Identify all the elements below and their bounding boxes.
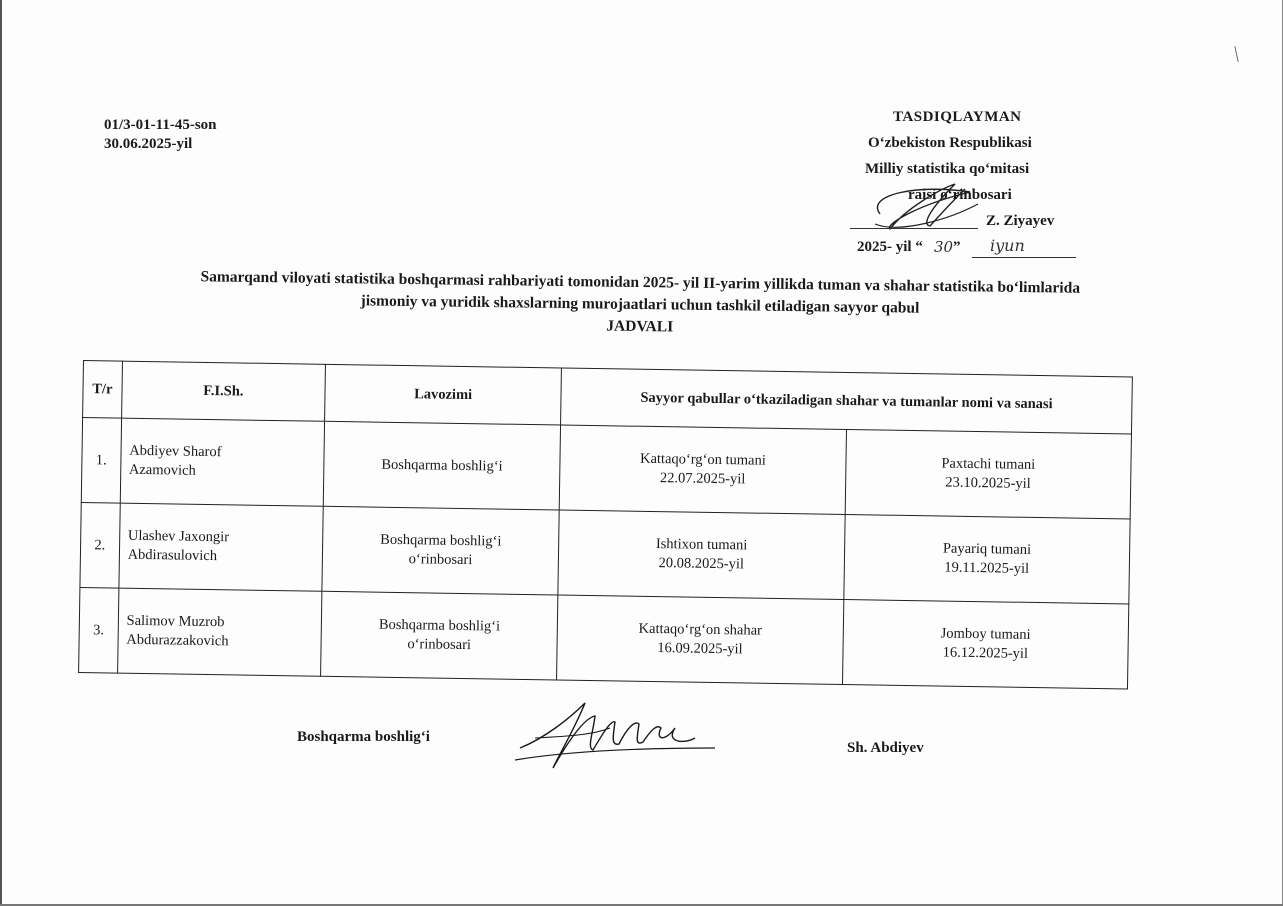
place-date: 16.09.2025-yil bbox=[657, 640, 743, 658]
approval-line: Milliy statistika qo‘mitasi bbox=[865, 161, 1030, 177]
position-line: Boshqarma boshlig‘i bbox=[378, 616, 501, 635]
scan-edge bbox=[0, 0, 2, 906]
place-date: 22.07.2025-yil bbox=[659, 470, 746, 488]
header-places: Sayyor qabullar o‘tkaziladigan shahar va tumanlar nomi va sanasi bbox=[561, 368, 1133, 434]
row-place2 bbox=[844, 514, 1131, 603]
table-row bbox=[79, 587, 1129, 688]
place-date: 20.08.2025-yil bbox=[658, 555, 745, 573]
approval-date bbox=[857, 234, 923, 260]
header-name: F.I.Sh. bbox=[121, 361, 325, 421]
header-position: Lavozimi bbox=[325, 364, 562, 425]
approval-line: O‘zbekiston Respublikasi bbox=[868, 135, 1032, 151]
place-name: Ishtixon tumani bbox=[655, 536, 748, 554]
place-name: Kattaqo‘rg‘on tumani bbox=[639, 450, 766, 469]
document-number-block bbox=[104, 116, 217, 154]
approval-day: 30 bbox=[934, 238, 954, 256]
row-name bbox=[119, 503, 324, 591]
document-date: 30.06.2025-yil bbox=[104, 136, 193, 152]
position-line: Boshqarma boshlig‘i bbox=[380, 531, 502, 550]
place-date: 16.12.2025-yil bbox=[942, 644, 1029, 662]
position-line: Boshqarma boshlig‘i bbox=[381, 456, 503, 475]
row-num: 2. bbox=[80, 502, 120, 588]
name-line: Salimov Muzrob bbox=[126, 612, 225, 631]
row-place1 bbox=[558, 510, 845, 599]
signature-line bbox=[850, 228, 978, 229]
name-line: Abdurazzakovich bbox=[126, 631, 229, 650]
name-line: Ulashev Jaxongir bbox=[127, 527, 230, 546]
name-line: Abdiyev Sharof bbox=[129, 442, 222, 461]
approval-date-prefix: 2025- yil “ bbox=[857, 239, 923, 255]
row-position bbox=[322, 506, 559, 595]
place-date: 19.11.2025-yil bbox=[944, 559, 1030, 577]
row-name bbox=[117, 588, 322, 676]
footer-name: Sh. Abdiyev bbox=[847, 740, 924, 756]
footer-position: Boshqarma boshlig‘i bbox=[297, 729, 430, 745]
heading-title: JADVALI bbox=[606, 317, 674, 336]
heading-line: Samarqand viloyati statistika boshqarmasi rahbariyati tomonidan 2025- yil II-yarim yillikda tuman va shahar statistika bo‘limlarida bbox=[200, 268, 1081, 297]
heading-line: jismoniy va yuridik shaxslarning murojaatlari uchun tashkil etiladigan sayyor qabul bbox=[360, 292, 920, 317]
header-num: T/r bbox=[83, 361, 123, 419]
place-name: Paxtachi tumani bbox=[941, 455, 1036, 473]
approval-line: raisi o‘rinbosari bbox=[908, 187, 1012, 203]
place-date: 23.10.2025-yil bbox=[945, 474, 1031, 492]
approval-date-quote: ” bbox=[953, 239, 961, 255]
date-line bbox=[972, 257, 1076, 258]
row-place1 bbox=[559, 425, 846, 514]
document-number: 01/3-01-11-45-son bbox=[104, 117, 217, 133]
position-line: o‘rinbosari bbox=[407, 636, 472, 654]
footer-signature bbox=[515, 698, 725, 778]
place-name: Jomboy tumani bbox=[940, 625, 1031, 643]
schedule-table-wrap bbox=[78, 360, 1133, 706]
row-place2 bbox=[842, 599, 1129, 688]
document-heading bbox=[100, 265, 1181, 345]
approval-title: TASDIQLAYMAN bbox=[893, 109, 1022, 125]
row-position bbox=[321, 591, 558, 680]
table-row bbox=[80, 502, 1130, 603]
position-line: o‘rinbosari bbox=[408, 551, 473, 569]
schedule-table bbox=[78, 360, 1133, 689]
row-num: 1. bbox=[81, 418, 121, 504]
footer-signature-block bbox=[297, 726, 957, 786]
row-place2 bbox=[845, 429, 1132, 518]
approval-month: iyun bbox=[990, 236, 1025, 255]
row-position bbox=[323, 421, 560, 510]
name-line: Azamovich bbox=[128, 461, 196, 479]
place-name: Payariq tumani bbox=[942, 540, 1032, 558]
approval-signer: Z. Ziyayev bbox=[986, 213, 1055, 229]
table-row bbox=[81, 418, 1131, 519]
place-name: Kattaqo‘rg‘on shahar bbox=[638, 620, 763, 639]
name-line: Abdirasulovich bbox=[127, 546, 218, 565]
row-name bbox=[120, 418, 325, 506]
row-place1 bbox=[557, 595, 844, 684]
scan-mark bbox=[1234, 46, 1238, 62]
row-num: 3. bbox=[79, 587, 119, 673]
